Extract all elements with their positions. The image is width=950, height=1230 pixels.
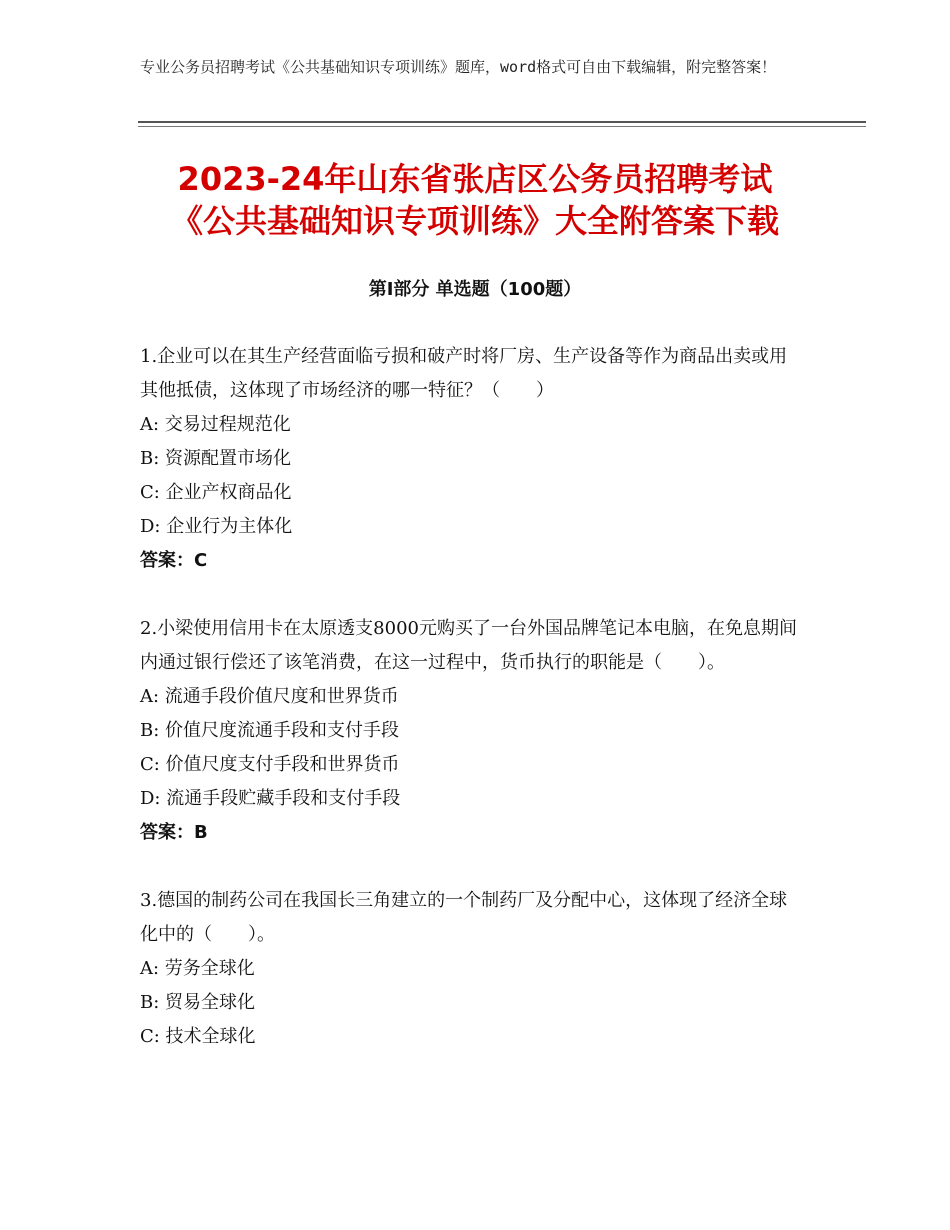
header-divider-thin xyxy=(138,126,866,127)
title-line-1: 2023-24年山东省张店区公务员招聘考试 xyxy=(177,160,773,198)
option-b: B: 贸易全球化 xyxy=(140,992,256,1013)
question-3 xyxy=(140,884,800,1054)
document-title xyxy=(100,158,850,242)
header-divider-thick xyxy=(138,121,866,123)
option-d: D: 流通手段贮藏手段和支付手段 xyxy=(140,788,401,809)
option-c: C: 价值尺度支付手段和世界货币 xyxy=(140,754,400,775)
question-list xyxy=(140,340,800,1088)
question-stem: 1.企业可以在其生产经营面临亏损和破产时将厂房、生产设备等作为商品出卖或用其他抵债，这体现了市场经济的哪一特征？（ ） xyxy=(140,346,788,401)
title-line-2: 《公共基础知识专项训练》大全附答案下载 xyxy=(170,202,779,240)
option-c: C: 企业产权商品化 xyxy=(140,482,292,503)
question-stem: 3.德国的制药公司在我国长三角建立的一个制药厂及分配中心，这体现了经济全球化中的（ ）。 xyxy=(140,890,788,945)
section-heading: 第Ⅰ部分 单选题（100题） xyxy=(368,279,582,300)
header-note: 专业公务员招聘考试《公共基础知识专项训练》题库，word格式可自由下载编辑，附完整答案！ xyxy=(140,58,777,76)
option-b: B: 资源配置市场化 xyxy=(140,448,292,469)
option-d: D: 企业行为主体化 xyxy=(140,516,293,537)
answer: 答案：C xyxy=(140,550,208,571)
question-stem: 2.小梁使用信用卡在太原透支8000元购买了一台外国品牌笔记本电脑，在免息期间内通过银行偿还了该笔消费，在这一过程中，货币执行的职能是（ ）。 xyxy=(140,618,797,673)
option-a: A: 劳务全球化 xyxy=(140,958,255,979)
question-2 xyxy=(140,612,800,850)
option-b: B: 价值尺度流通手段和支付手段 xyxy=(140,720,400,741)
option-a: A: 流通手段价值尺度和世界货币 xyxy=(140,686,399,707)
option-a: A: 交易过程规范化 xyxy=(140,414,291,435)
question-1 xyxy=(140,340,800,578)
option-c: C: 技术全球化 xyxy=(140,1026,256,1047)
answer: 答案：B xyxy=(140,822,208,843)
